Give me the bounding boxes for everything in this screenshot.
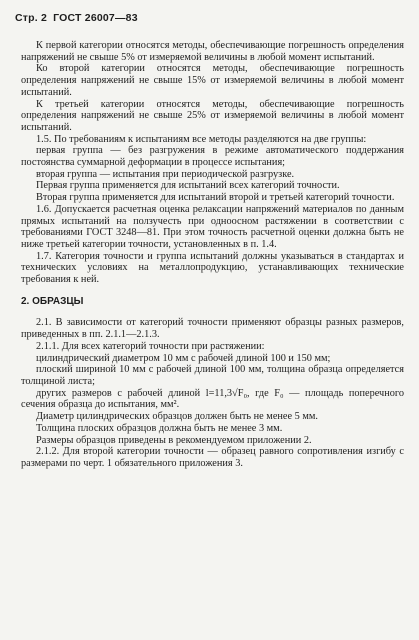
page-number: Стр. 2 xyxy=(15,12,48,24)
paragraph: 2.1. В зависимости от категорий точности применяют образцы разных размеров, приведенных в пп. 2.1.1—2.1.3. xyxy=(21,317,404,341)
paragraph: первая группа — без разгружения в режиме автоматического поддержания постоянства суммарной деформации в процессе испытания; xyxy=(21,145,404,169)
paragraph: К первой категории относятся методы, обеспечивающие погрешность определения напряжений не свыше 5% от измеряемой величины в любой момент испытаний. xyxy=(21,40,404,63)
paragraph: плоский шириной 10 мм с рабочей длиной 100 мм, толщина образца определяется толщиной листа; xyxy=(21,364,404,387)
paragraph: 1.6. Допускается расчетная оценка релаксации напряжений материалов по данным прямых испытаний на ползучесть при одноосном растяжении в соответствии с требованиями ГОСТ 3248—81. При этом точность расчетной оценки должна быть не ниже третьей категории точности, установленных в п. 1.4. xyxy=(21,203,404,250)
paragraph: 2.1.2. Для второй категории точности — образец равного сопротивления изгибу с размерами по черт. 1 обязательного приложения 3. xyxy=(21,446,404,469)
section-heading: 2. ОБРАЗЦЫ xyxy=(21,295,84,307)
document-body xyxy=(21,40,404,470)
paragraph: К третьей категории относятся методы, обеспечивающие погрешность определения напряжений не свыше 25% от измеряемой величины в любой момент испытаний. xyxy=(21,98,404,133)
page-header xyxy=(15,12,138,24)
paragraph: 1.5. По требованиям к испытаниям все методы разделяются на две группы: xyxy=(36,133,367,145)
paragraph: 2.1.1. Для всех категорий точности при растяжении: xyxy=(36,340,265,352)
paragraph: Первая группа применяется для испытаний всех категорий точности. xyxy=(36,180,340,192)
paragraph: других размеров с рабочей длиной l=11,3√F₀, где F₀ — площадь поперечного сечения образца до испытания, мм². xyxy=(21,387,404,411)
standard-code: ГОСТ 26007—83 xyxy=(53,12,138,24)
paragraph: Диаметр цилиндрических образцов должен быть не менее 5 мм. xyxy=(36,411,318,423)
paragraph: 1.7. Категория точности и группа испытаний должны указываться в стандартах и технических условиях на металлопродукцию, устанавливающих технические требования к ней. xyxy=(21,250,404,286)
paragraph: цилиндрический диаметром 10 мм с рабочей длиной 100 и 150 мм; xyxy=(36,352,331,364)
paragraph: вторая группа — испытания при периодической разгрузке. xyxy=(36,168,295,180)
paragraph: Размеры образцов приведены в рекомендуемом приложении 2. xyxy=(36,434,312,446)
paragraph: Ко второй категории относятся методы, обеспечивающие погрешность определения напряжений не свыше 15% от измеряемой величины в любой момент испытаний. xyxy=(21,63,404,98)
paragraph: Вторая группа применяется для испытаний второй и третьей категорий точности. xyxy=(36,192,395,204)
paragraph: Толщина плоских образцов должна быть не менее 3 мм. xyxy=(36,422,283,434)
